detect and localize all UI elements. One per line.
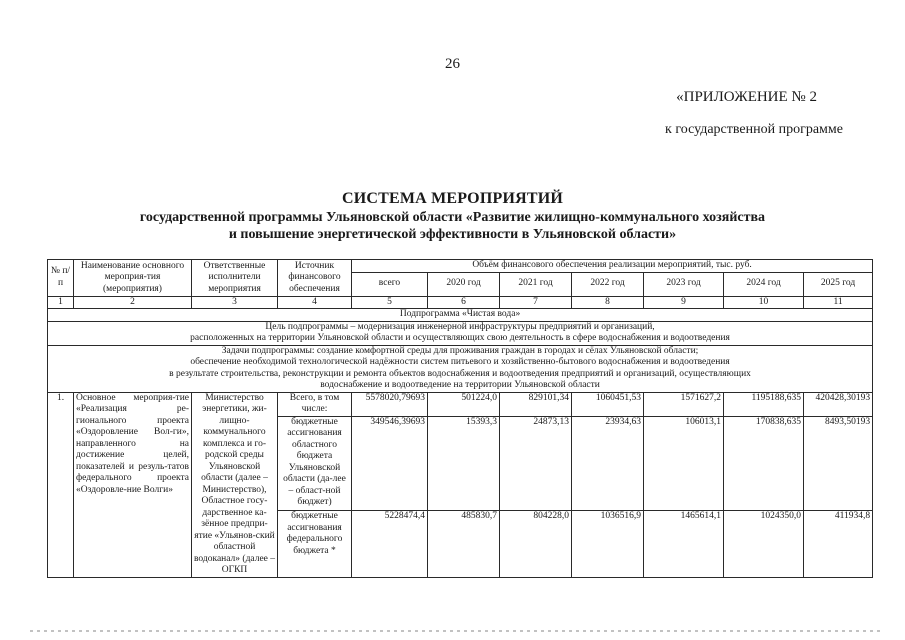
amount-2022: 1060451,53 — [572, 392, 644, 416]
amount-total: 5228474,4 — [352, 511, 428, 577]
amount-2025: 420428,30193 — [804, 392, 873, 416]
source-federal: бюджетные ассигнования федерального бюджета * — [278, 511, 352, 577]
column-index: 5 — [352, 296, 428, 309]
measures-table — [47, 259, 873, 578]
task-line: водоснабжение и водоотведение на территории Ульяновской области — [320, 380, 600, 390]
amount-2021: 24873,13 — [500, 416, 572, 511]
amount-2020: 485830,7 — [428, 511, 500, 577]
column-index: 6 — [428, 296, 500, 309]
document-title: СИСТЕМА МЕРОПРИЯТИЙ — [341, 190, 564, 207]
task-line: в результате строительства, реконструкции и ремонта объектов водоснабжения и водоотведения предприятий и организаций, осуществляющих — [169, 368, 751, 379]
header-2025: 2025 год — [804, 272, 873, 296]
document-subtitle-line1: государственной программы Ульяновской области «Развитие жилищно-коммунального хозяйства — [139, 210, 766, 225]
scan-edge-artifact — [30, 630, 880, 632]
amount-2021: 829101,34 — [500, 392, 572, 416]
page-number: 26 — [445, 56, 460, 72]
header-2024: 2024 год — [724, 272, 804, 296]
column-index: 3 — [192, 296, 278, 309]
amount-2022: 1036516,9 — [572, 511, 644, 577]
column-index: 9 — [644, 296, 724, 309]
amount-2023: 106013,1 — [644, 416, 724, 511]
column-index: 1 — [48, 296, 74, 309]
amount-2025: 411934,8 — [804, 511, 873, 577]
amount-total: 349546,39693 — [352, 416, 428, 511]
header-2021: 2021 год — [500, 272, 572, 296]
amount-2024: 1024350,0 — [724, 511, 804, 577]
column-index: 8 — [572, 296, 644, 309]
source-regional: бюджетные ассигнования областного бюджета Ульяновской области (да-лее – област-ной бюджет) — [278, 416, 352, 511]
goal-line: расположенных на территории Ульяновской области и осуществляющих свою деятельность в сфере водоснабжения и водоотведения — [190, 333, 730, 343]
document-subtitle-line2: и повышение энергетической эффективности в Ульяновской области» — [228, 227, 677, 242]
subprogram-goal — [48, 321, 873, 345]
amount-2020: 501224,0 — [428, 392, 500, 416]
column-index: 10 — [724, 296, 804, 309]
amount-2024: 170838,635 — [724, 416, 804, 511]
header-name: Наименование основного мероприя-тия (мероприятия) — [74, 260, 192, 297]
measure-responsible: Министерство энергетики, жи-лищно-коммунального комплекса и го-родской среды Ульяновской области (далее – Министерство), Областное госу-дарственное ка-зённое предпри-ятие «Ульянов-ский областной водоканал» (далее – ОГКП — [192, 392, 278, 577]
appendix-subtitle: к государственной программе — [665, 122, 843, 137]
row-number: 1. — [48, 392, 74, 577]
amount-2023: 1571627,2 — [644, 392, 724, 416]
amount-2024: 1195188,635 — [724, 392, 804, 416]
amount-2021: 804228,0 — [500, 511, 572, 577]
header-source: Источник финансового обеспечения — [278, 260, 352, 297]
amount-total: 5578020,79693 — [352, 392, 428, 416]
source-total: Всего, в том числе: — [278, 392, 352, 416]
column-index: 7 — [500, 296, 572, 309]
column-index: 11 — [804, 296, 873, 309]
amount-2022: 23934,63 — [572, 416, 644, 511]
header-2020: 2020 год — [428, 272, 500, 296]
header-2023: 2023 год — [644, 272, 724, 296]
task-line: Задачи подпрограммы: создание комфортной среды для проживания граждан в городах и сёлах Ульяновской области; — [221, 345, 699, 356]
subprogram-tasks — [48, 345, 873, 392]
header-num: № п/п — [48, 260, 74, 297]
appendix-label: «ПРИЛОЖЕНИЕ № 2 — [676, 89, 817, 105]
amount-2025: 8493,50193 — [804, 416, 873, 511]
amount-2020: 15393,3 — [428, 416, 500, 511]
header-total: всего — [352, 272, 428, 296]
header-finance: Объём финансового обеспечения реализации мероприятий, тыс. руб. — [352, 260, 873, 273]
measure-name: Основное мероприя-тие «Реализация ре-гионального проекта «Оздоровление Вол-ги», направленного на достижение целей, показателей и резуль-татов федерального проекта «Оздоровле-ние Волги» — [74, 392, 192, 577]
subprogram-title: Подпрограмма «Чистая вода» — [48, 309, 873, 322]
column-index: 4 — [278, 296, 352, 309]
amount-2023: 1465614,1 — [644, 511, 724, 577]
column-index: 2 — [74, 296, 192, 309]
header-2022: 2022 год — [572, 272, 644, 296]
goal-line: Цель подпрограммы – модернизация инженерной инфраструктуры предприятий и организаций, — [265, 321, 655, 332]
header-responsible: Ответственные исполнители мероприятия — [192, 260, 278, 297]
task-line: обеспечение необходимой технологической надёжности систем питьевого и хозяйственно-бытового водоснабжения и водоотведения — [190, 357, 730, 367]
